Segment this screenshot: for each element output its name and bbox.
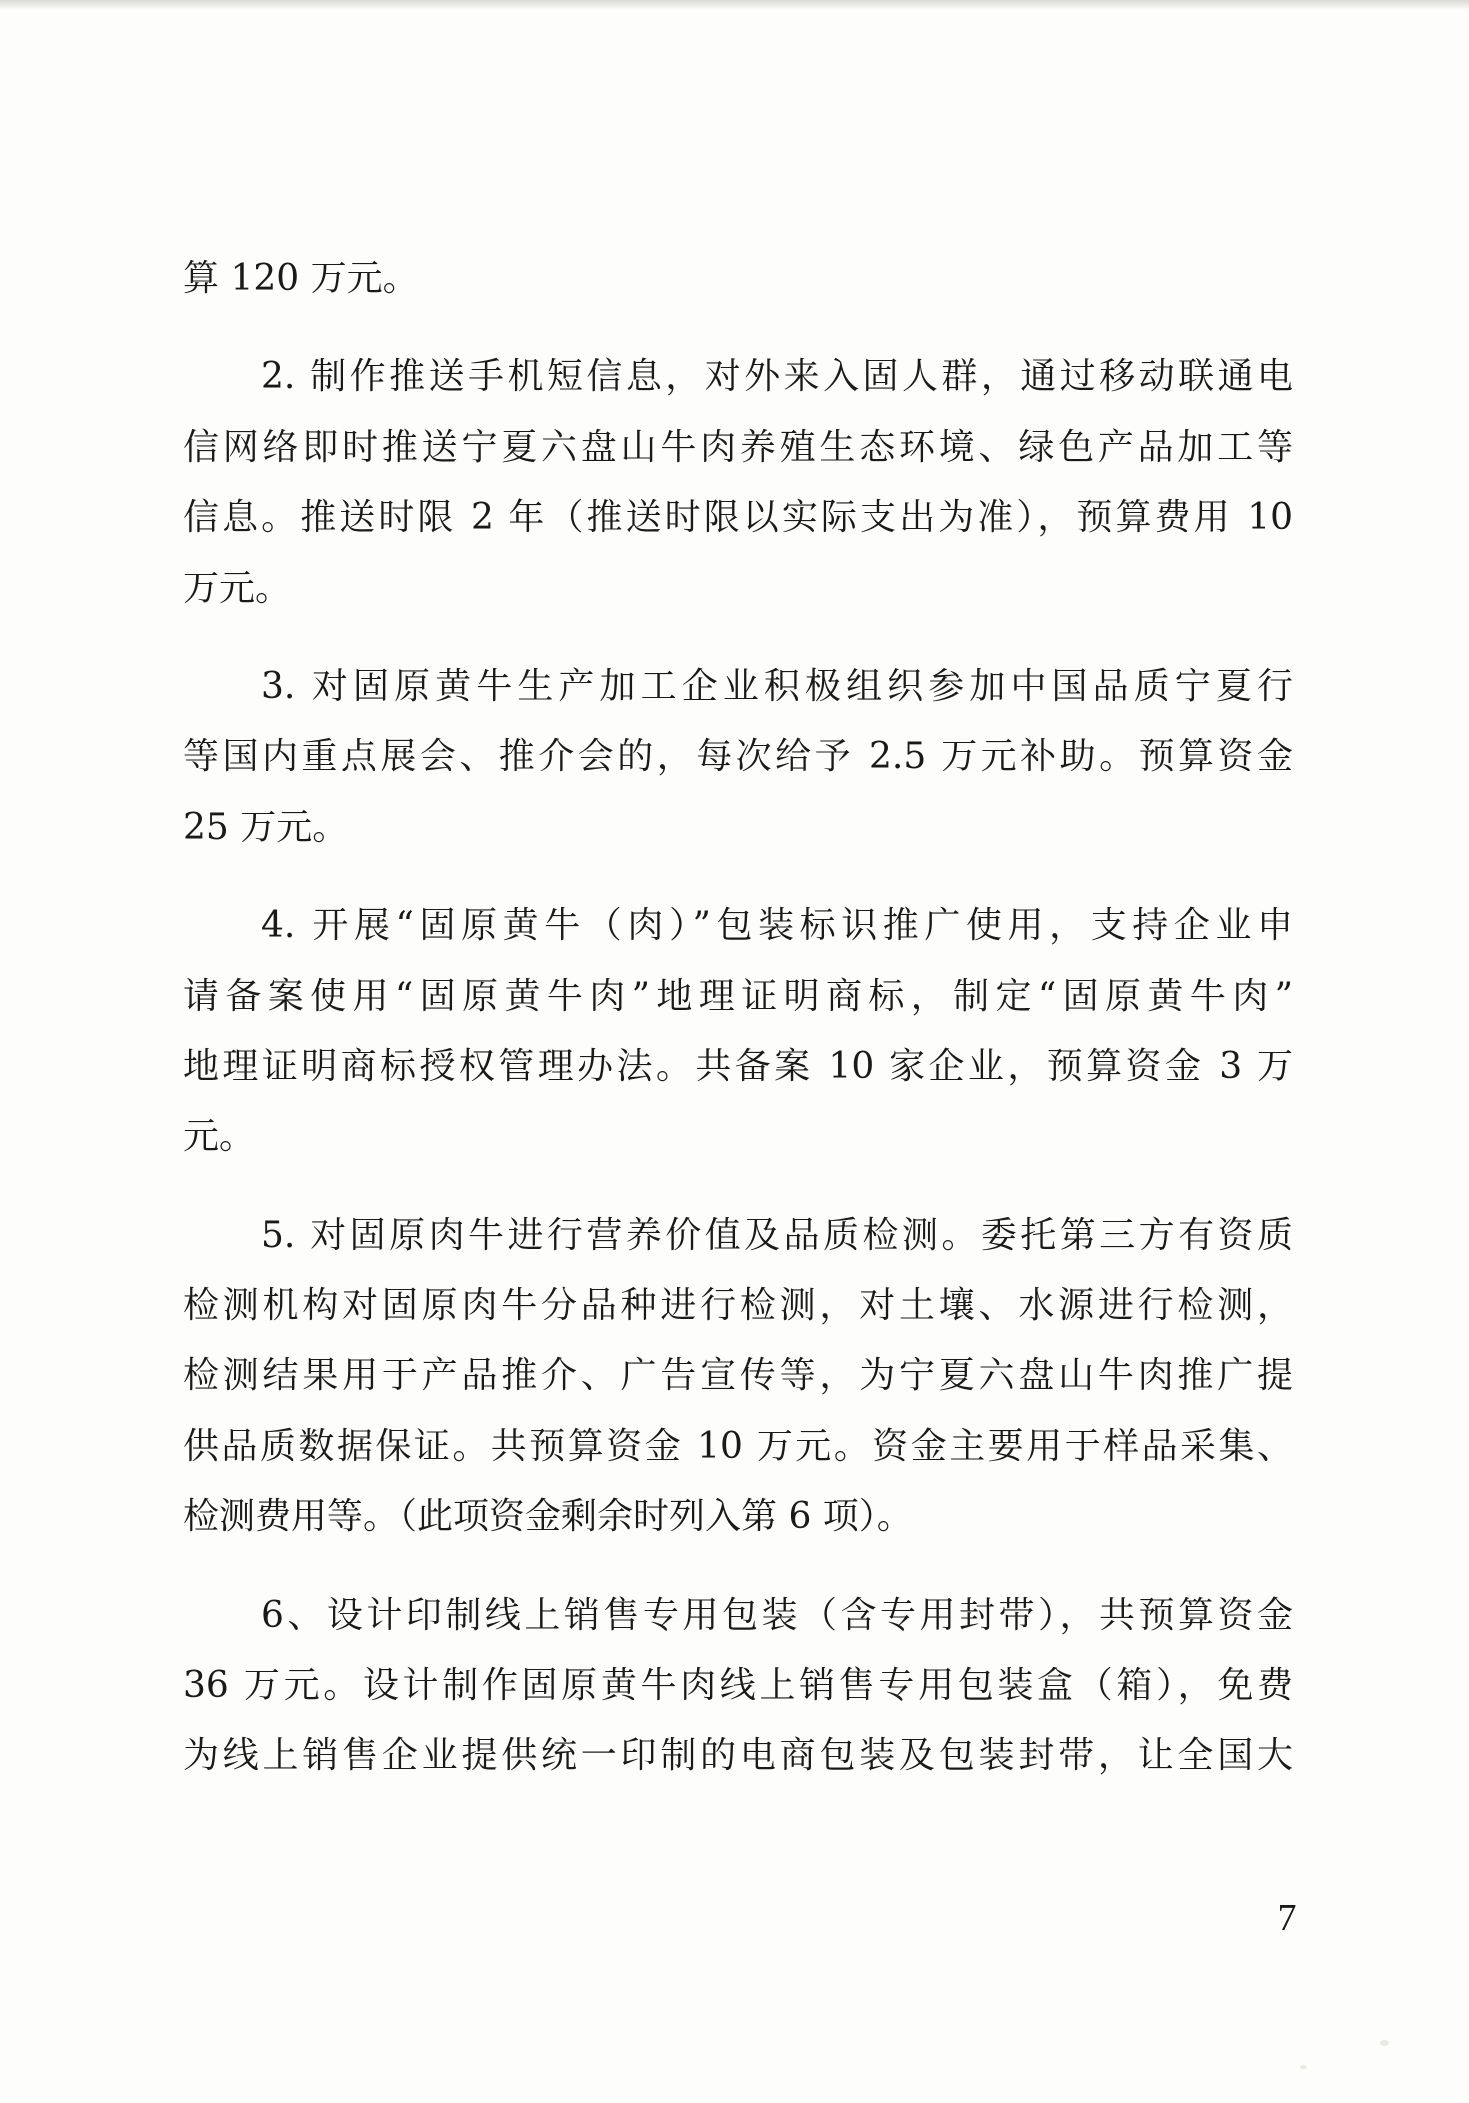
text-line: 3. 对固原黄牛生产加工企业积极组织参加中国品质宁夏行 <box>261 665 1293 707</box>
text-line: 供品质数据保证。共预算资金 10 万元。资金主要用于样品采集、 <box>183 1425 1293 1467</box>
text-line: 5. 对固原肉牛进行营养价值及品质检测。委托第三方有资质 <box>261 1214 1293 1256</box>
text-line: 等国内重点展会、推介会的，每次给予 2.5 万元补助。预算资金 <box>183 736 1293 778</box>
text-line: 6、设计印制线上销售专用包装（含专用封带），共预算资金 <box>261 1594 1293 1636</box>
text-line: 25 万元。 <box>183 806 349 848</box>
text-line: 算 120 万元。 <box>183 258 419 299</box>
text-line: 万元。 <box>183 567 292 609</box>
document-body <box>183 258 1293 1810</box>
text-line: 信网络即时推送宁夏六盘山牛肉养殖生态环境、绿色产品加工等 <box>183 426 1293 468</box>
text-line: 地理证明商标授权管理办法。共备案 10 家企业，预算资金 3 万 <box>183 1045 1293 1087</box>
text-line: 元。 <box>183 1116 256 1158</box>
text-line: 2. 制作推送手机短信息，对外来入固人群，通过移动联通电 <box>261 356 1293 398</box>
text-line: 为线上销售企业提供统一印制的电商包装及包装封带，让全国大 <box>183 1735 1293 1777</box>
text-line: 信息。推送时限 2 年（推送时限以实际支出为准），预算费用 10 <box>183 497 1293 539</box>
text-line: 请备案使用“固原黄牛肉”地理证明商标，制定“固原黄牛肉” <box>183 975 1293 1017</box>
text-line: 36 万元。设计制作固原黄牛肉线上销售专用包装盒（箱），免费 <box>183 1665 1293 1707</box>
scan-artifact <box>1380 2040 1389 2046</box>
text-line: 4. 开展“固原黄牛（肉）”包装标识推广使用，支持企业申 <box>261 905 1293 947</box>
page-number: 7 <box>1277 1897 1297 1939</box>
text-line: 检测费用等。（此项资金剩余时列入第 6 项）。 <box>183 1496 913 1538</box>
text-line: 检测机构对固原肉牛分品种进行检测，对土壤、水源进行检测， <box>183 1285 1293 1327</box>
scan-artifact <box>1300 2065 1307 2069</box>
text-line: 检测结果用于产品推介、广告宣传等，为宁夏六盘山牛肉推广提 <box>183 1355 1293 1397</box>
scan-top-edge <box>0 0 1469 10</box>
